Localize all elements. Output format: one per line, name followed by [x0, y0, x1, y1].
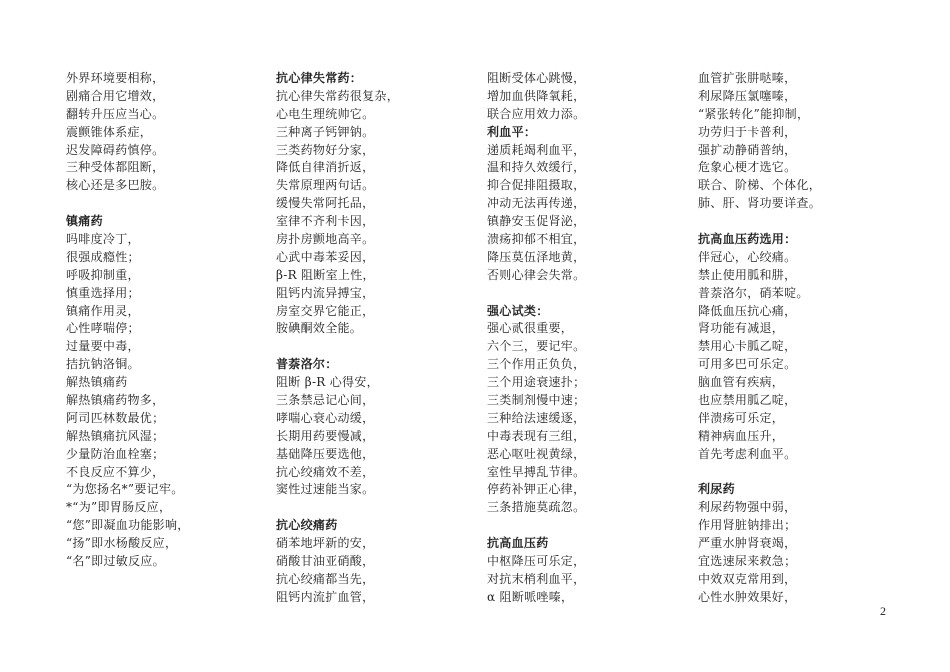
text-line: 三条禁忌记心间， [276, 393, 375, 408]
text-line: 哮喘心衰心动缓， [276, 410, 375, 425]
text-line: 很强成瘾性； [66, 249, 140, 264]
text-line: “紧张转化”能抑制， [698, 106, 810, 121]
text-line: 抗心绞痛都当先， [276, 571, 375, 586]
text-line: 停药补钾正心律， [487, 482, 586, 497]
text-line: 呼吸抑制重， [66, 267, 140, 282]
section-heading: 强心试类： [487, 303, 549, 318]
text-line: 伴溃疡可乐定， [698, 410, 785, 425]
text-line: 失常原理两句话。 [276, 178, 375, 193]
text-line: 利尿降压氯噻嗪， [698, 88, 797, 103]
text-line: 不良反应不算少， [66, 464, 165, 479]
text-line: 震颤锥体系症， [66, 124, 153, 139]
text-line: 中效双克常用到， [698, 571, 797, 586]
section-heading: 抗高血压药选用： [698, 232, 797, 247]
text-line: 翻转升压应当心。 [66, 106, 165, 121]
text-line: 长期用药要慢减， [276, 428, 375, 443]
text-line: 迟发障碍药慎停。 [66, 142, 165, 157]
text-line: 阻断受体心跳慢， [487, 71, 586, 85]
text-line: 三个用途衰速扑； [487, 375, 586, 390]
text-line: 肾功能有减退， [698, 321, 785, 336]
text-line: 危象心梗才选它。 [698, 160, 797, 175]
text-column-2 [276, 70, 476, 607]
section-heading: 抗心律失常药： [276, 71, 363, 85]
blank-line [276, 499, 476, 517]
text-line: 联合应用效力添。 [487, 106, 586, 121]
text-line: 解热镇痛抗风湿； [66, 428, 165, 443]
text-line: 剧痛合用它增效， [66, 88, 165, 103]
text-line: 硝酸甘油亚硝酸， [276, 554, 375, 569]
text-line: 递质耗竭利血平， [487, 142, 586, 157]
text-line: 阻钙内流扩血管， [276, 589, 375, 604]
text-line: 阻断 β-R 心得安， [276, 375, 379, 390]
text-line: α 阻断哌唑嗪， [487, 589, 574, 604]
text-line: “扬”即水杨酸反应， [66, 536, 178, 551]
text-line: 室律不齐利卡因， [276, 214, 375, 229]
text-line: 镇静安玉促肾泌， [487, 214, 586, 229]
text-column-1 [66, 70, 266, 571]
section-heading: 利血平： [487, 124, 537, 139]
blank-line [698, 213, 898, 231]
text-line: 窦性过速能当家。 [276, 482, 375, 497]
text-line: 严重水肿肾衰竭， [698, 536, 797, 551]
blank-line [276, 338, 476, 356]
text-line: 阻钙内流异搏宝， [276, 285, 375, 300]
text-line: “名”即过敏反应。 [66, 554, 165, 569]
text-line: 否则心律会失常。 [487, 267, 586, 282]
text-line: 普萘洛尔，硝苯啶。 [698, 285, 809, 300]
text-line: 伴冠心，心绞痛。 [698, 249, 797, 264]
text-line: 溃疡抑郁不相宜， [487, 232, 586, 247]
text-line: “您”即凝血功能影响， [66, 518, 190, 533]
text-line: 三种离子钙钾钠。 [276, 124, 375, 139]
text-line: 吗啡度冷丁， [66, 232, 140, 247]
text-line: 镇痛作用灵， [66, 303, 140, 318]
text-line: 三条措施莫疏忽。 [487, 500, 586, 515]
text-line: 室性早搏乱节律。 [487, 464, 586, 479]
text-line: 肺、肝、肾功要详查。 [698, 196, 822, 211]
text-line: 中枢降压可乐定， [487, 554, 586, 569]
text-line: 抗心律失常药很复杂， [276, 88, 400, 103]
text-line: 三个作用正负负， [487, 357, 586, 372]
text-line: 三种给法速缓逐， [487, 410, 586, 425]
section-heading: 抗心绞痛药 [276, 518, 338, 533]
text-line: 温和持久效缓行， [487, 160, 586, 175]
text-line: 增加血供降氧耗， [487, 88, 586, 103]
text-line: 精神病血压升， [698, 428, 785, 443]
text-line: 对抗末梢利血平， [487, 571, 586, 586]
text-line: 作用肾脏钠排出； [698, 518, 797, 533]
text-line: 三类药物好分家， [276, 142, 375, 157]
text-line: 心武中毒苯妥因， [276, 249, 375, 264]
text-line: 也应禁用胍乙啶， [698, 393, 797, 408]
text-line: 降压莫伍泽地黄， [487, 249, 586, 264]
text-line: 血管扩张肼哒嗪， [698, 71, 797, 85]
text-line: 解热镇痛药 [66, 375, 128, 390]
text-line: 中毒表现有三组， [487, 428, 586, 443]
text-line: 外界环境要相称， [66, 71, 165, 85]
text-line: 房扑房颤地高辛。 [276, 232, 375, 247]
text-line: 拮抗钠洛铜。 [66, 357, 140, 372]
text-line: 心电生理统帅它。 [276, 106, 375, 121]
text-line: 过量要中毒， [66, 339, 140, 354]
text-line: 心性水肿效果好， [698, 589, 797, 604]
text-line: 三类制剂慢中速； [487, 393, 586, 408]
section-heading: 抗高血压药 [487, 536, 549, 551]
text-line: 抑合促排阻摄取， [487, 178, 586, 193]
text-column-4 [698, 70, 898, 607]
text-line: 强扩动静硝普纳， [698, 142, 797, 157]
text-line: 解热镇痛药物多， [66, 393, 165, 408]
text-line: 首先考虑利血平。 [698, 446, 797, 461]
text-line: 强心贰很重要， [487, 321, 574, 336]
text-line: 禁止使用胍和肼， [698, 267, 797, 282]
text-line: 基础降压要选他， [276, 446, 375, 461]
section-heading: 利尿药 [698, 482, 735, 497]
text-line: 三种受体都阻断， [66, 160, 165, 175]
blank-line [487, 285, 687, 303]
text-line: 心性哮喘停； [66, 321, 140, 336]
blank-line [487, 517, 687, 535]
text-line: 阿司匹林数最优； [66, 410, 165, 425]
text-line: 降低自律消折返， [276, 160, 375, 175]
text-line: 慎重选择用； [66, 285, 140, 300]
text-line: *“为”即胃肠反应， [66, 500, 172, 515]
text-line: 降低血压抗心痛， [698, 303, 797, 318]
text-line: 可用多巴可乐定。 [698, 357, 797, 372]
text-line: 恶心呕吐视黄绿， [487, 446, 586, 461]
section-heading: 镇痛药 [66, 214, 103, 229]
blank-line [698, 464, 898, 482]
text-line: 核心还是多巴胺。 [66, 178, 165, 193]
page-number: 2 [880, 604, 886, 618]
text-line: 脑血管有疾病， [698, 375, 785, 390]
text-line: 联合、阶梯、个体化， [698, 178, 822, 193]
text-line: 房室交界它能正， [276, 303, 375, 318]
blank-line [66, 195, 266, 213]
text-line: 冲动无法再传递， [487, 196, 586, 211]
text-line: “为您扬名*”要记牢。 [66, 482, 184, 497]
text-line: 功劳归于卡普利， [698, 124, 797, 139]
text-line: 缓慢失常阿托品， [276, 196, 375, 211]
text-column-3 [487, 70, 687, 607]
text-line: 抗心绞痛效不差， [276, 464, 375, 479]
text-line: β-R 阻断室上性， [276, 267, 375, 282]
text-line: 硝苯地坪新的安， [276, 536, 375, 551]
text-line: 禁用心卡胍乙啶， [698, 339, 797, 354]
text-line: 六个三，要记牢。 [487, 339, 586, 354]
text-line: 利尿药物强中弱， [698, 500, 797, 515]
text-line: 胺碘酮效全能。 [276, 321, 363, 336]
text-line: 少量防治血栓塞； [66, 446, 165, 461]
section-heading: 普萘洛尔： [276, 357, 338, 372]
text-line: 宜选速尿来救急； [698, 554, 797, 569]
